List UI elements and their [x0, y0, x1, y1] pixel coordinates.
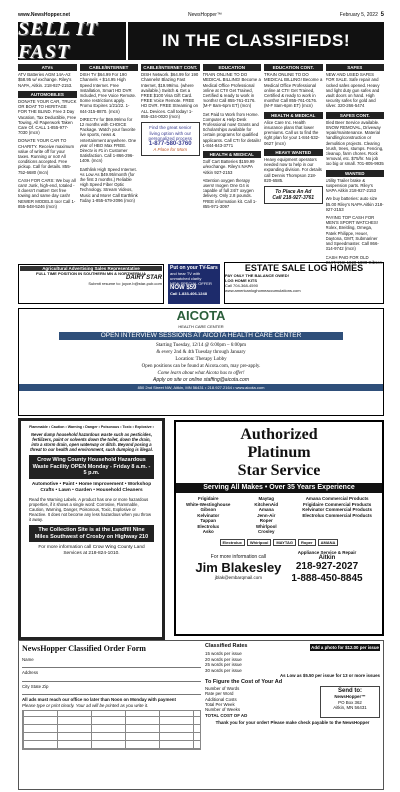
classifieds-banner: [18, 18, 384, 63]
column-4: [203, 64, 262, 264]
column-subhead: SAFES CONT.: [326, 112, 385, 119]
ad-text: TRAIN ONLINE TO DO MEDICAL BILLING! Become a Medical Office Professional online at CTI! Get Trained, Certified & ready to work in months! Call 855-761-0176. (M-F 8am-6pm ET) (mcn): [264, 72, 323, 109]
aicota-logo: AICOTA: [176, 308, 226, 323]
ad-title: Agricultural Advertising Sales Representative: [20, 266, 162, 271]
ad-text: CASH PAID FOR OLD GUITARS! 1920-1980 Gibson,: [325, 254, 384, 264]
column-subhead: HEALTH & MEDICAL: [264, 112, 323, 119]
column-3: [141, 64, 200, 264]
column-6: [326, 64, 385, 264]
ad-columns: [18, 64, 384, 264]
city-state-zip-field[interactable]: [22, 689, 201, 695]
ad-text: DONATE YOUR CAR, TRUCK OR BOAT TO HERITAGE FOR THE BLIND. Free 3 Day Vacation, Tax Deductible, Free Towing, All Paperwork Taken Care Of. CALL 1-855-977-7030 (mcn): [18, 99, 77, 136]
ad-text: Sled Beer Service available. SNOW REMOVAL, Driveway repair/maintenance. Material handling/construction or demolition projects. Clearing brush, trees, stumps. Fencing, cleanup, farm chores. Rock removal, etc. $75/hr. No job too big or small. 701-805-9935: [325, 119, 384, 167]
phone-number: 1-877-580-3760: [148, 140, 192, 147]
phone-number: 1-888-450-8845: [291, 573, 363, 584]
ag-sales-ad: Agricultural Advertising Sales Representative FULL TIME POSITION IN SOUTHERN MN & NORTHERN IA DAIRY STAR Submit resume to: joyce.b@star-pub.com: [18, 264, 164, 304]
ad-text: PAYING TOP CASH FOR MEN'S SPORT WATCHES! Rolex, Breitling, Omega, Patek Philippe, Heuer, Daytona, GMT, Submariner and Speedmaster. Call 866-314-9742 (mcn): [325, 215, 379, 252]
column-1: [18, 64, 77, 264]
hazardous-waste-ad: Flammable • Caution • Warning • Danger • Poisonous • Toxic • Explosive • Never dump household hazardous waste such as pesticides, fertilizers, paint or solvents down the toilet, down the drain, into a storm drain, open waterway or ditch. Beyond posing a threat to our health and environment, such dumping is illegal. Crow Wing County Household Hazardous Waste Facility OPEN Monday - Friday 8 a.m. - 5 p.m. Automotive • Paint • Home Improvement • Workshop Crafts • Lawn • Garden • Household Cleaners Read the Warning Labels. A product has one or more hazardous properties, if it shows a single word: Corrosive, Flammable, Caution, Warning, Danger, Poisonous, Toxic, Explosive or Reactive. It does not become any less hazardous when you throw it away. The Collection Site is at the Landfill Nine Miles Southwest of Crosby on Highway 210 For more information call Crow Wing County Land Services at 218-824-1010.: [18, 418, 165, 640]
ad-text: Utility Trailer brake & suspension parts. Riley's NAPA Aitkin 218-927-2153: [325, 177, 377, 194]
form-title: NewsHopper Classified Order Form: [22, 644, 146, 653]
ad-text: DONATE YOUR CAR TO CHARITY. Receive maximum value of write off for your taxes. Running or not! All conditions accepted. Free pickup. Call for details. 855-752-6680 (mcn): [18, 138, 75, 175]
ad-text: Earthlink High Speed Internet. As Low As $49.95/month (for the first 3 months.) Reliable High Speed Fiber Optic Technology. Stream Videos, Music and More! Call Earthlink Today 1-855-679-2096 (mcn): [79, 166, 138, 203]
column-head: SAFES: [326, 64, 385, 71]
brand-list-2: Maytag KitchenAid Amana Jenn-Air Roper Whirlpool Crosley: [254, 496, 279, 534]
ad-text: Get Paid to Work from Home. Computer & Help Desk Professional now! Grants and Scholarships available for certain programs for qualified applicants. Call CTI for details! 1-844-843-3771: [202, 111, 261, 148]
site-url[interactable]: www.NewsHopper.net: [18, 12, 71, 18]
rate-option[interactable]: 20 words per issue: [205, 656, 242, 662]
aicota-ad: AICOTA HEALTH CARE CENTER OPEN INTERVIEW SESSIONS AT AICOTA HEALTH CARE CENTER Starting Tuesday, 12/14 @ 6:00pm – 6:00pm & every 2nd & 4th Tuesday through January Location: Therapy Lobby Open positions can be found at Aicota.com, may pre-apply. Come learn about what Aicota has to offer! Apply on site or online staffing@aicota.com 850 2nd Street NW, Aitkin, MN 56431 • 218.927.2164 • www.aicota.com: [18, 308, 384, 416]
appliance-service-ad: Authorized Platinum Star Service Serving All Makes • Over 35 Years Experience Frigidaire White-Westinghouse Gibson Kelvinator Tappan Electrolux Asko Maytag KitchenAid Amana Jenn-Air Roper Whirlpool Crosley Amana Commercial Products Frigidaire Commercial Products Kelvinator Commercial Products Electrolux Commercial Products Electrolux Whirlpool MAYTAG Roper AMANA For more information call Jim Blakesley jblak@embarqmail.com Appliance Service & Repair Aitkin 218-927-2027 1-888-450-8845: [174, 420, 384, 636]
column-subhead: HEAVY WANTED: [264, 149, 323, 156]
column-subhead: WANTED: [326, 170, 385, 177]
ad-text: DISH TV $64.99 For 190 Channels + $14.95 High Speed Internet. Free Installation, Smart HD DVR Included, Free Voice Remote. Some restrictions apply. Promo Expires 1/21/22. 1-844-315-8870. (mcn): [79, 72, 137, 114]
column-head: ATVs: [18, 64, 77, 71]
brand-logos: Electrolux Whirlpool MAYTAG Roper AMANA: [176, 538, 382, 548]
tv-ears-ad: Put on your TV-Ears and hear TV with unmatched clarity NEW SPECIAL OFFER NOW $59 Call 1-833-406-1248: [168, 264, 220, 304]
name-field[interactable]: [22, 662, 201, 668]
ad-text: CASH FOR CARS: We buy all cars! Junk, high-end, totaled - it doesn't matter! Get free towing and same day cash! NEWER MODELS too! Call 1-855-548-5246 (mcn): [18, 177, 76, 209]
issue-date: February 5, 2022: [339, 12, 378, 18]
brand-logo: DAIRY STAR: [125, 275, 162, 281]
column-head: CABLE/INTERNET: [80, 64, 139, 71]
estate-sale-ad: ESTATE SALE LOG HOMES PAY ONLY THE BALANCE OWED! LOG HOME KITS Call 704-368-4590 www.americanloghomeaccumulations.com: [224, 262, 384, 304]
column-head: EDUCATION CONT.: [264, 64, 323, 71]
column-head: EDUCATION: [203, 64, 262, 71]
warning-strip: Flammable • Caution • Warning • Danger • Poisonous • Toxic • Explosive •: [29, 425, 154, 429]
page-number: 5: [380, 12, 384, 18]
ad-text: Golf Cart Batteries $159.99 w/exchange. Riley's NAPA Aitkin 927-2153: [202, 159, 255, 175]
brand-list-1: Frigidaire White-Westinghouse Gibson Kelvinator Tappan Electrolux Asko: [186, 496, 231, 534]
rate-option[interactable]: 30 words per issue: [205, 667, 242, 673]
place-for-mom-ad: Find the great senior living option with our personalized process 1-877-580-3760 A Place for Mom: [141, 122, 200, 156]
brand-list-3: Amana Commercial Products Frigidaire Commercial Products Kelvinator Commercial Products Electrolux Commercial Products: [302, 496, 372, 518]
phone-number: Call 1-833-406-1248: [170, 291, 207, 296]
column-5: [264, 64, 323, 264]
column-subhead: HEALTH & MEDICAL: [203, 151, 262, 158]
rate-option[interactable]: 25 words per issue: [205, 662, 242, 668]
mail-to-box: Send to: NewsHopper™ PO Box 362 Aitkin, MN 56431: [320, 686, 380, 718]
ad-text: DIRECTV for $69.99/mo for 12 months with CHOICE Package. Watch your favorite live sports, news & entertainment anywhere. One year of HBO Max FREE. Directv is #1 in Customer Satisfaction. Call 1-866-296-1409. (mcn): [79, 116, 137, 164]
paper-name: NewsHopper™: [187, 12, 222, 18]
brand-logo: A Place for Mom: [153, 147, 188, 153]
ad-text: DISH Network. $64.99 for 190 Channels! Blazing Fast Internet, $19.99/mo. (where available.) Switch & Get a FREE $100 Visa Gift Card. FREE Voice Remote. FREE HD DVR. FREE Streaming on ALL Devices. Call today! 1-855-434-0020 (mcn): [141, 72, 199, 119]
column-head: CABLE/INTERNET CONT.: [141, 64, 200, 71]
sell-it-fast: SELL IT FAST: [18, 22, 128, 60]
column-subhead: AUTOMOBILES: [18, 91, 77, 98]
rate-option[interactable]: 15 words per issue: [205, 651, 242, 657]
in-the-classifieds: IN THE CLASSIFIEDS!: [161, 31, 350, 50]
column-2: [80, 64, 139, 264]
email-link[interactable]: jblak@embarqmail.com: [214, 575, 262, 580]
ad-text: Attention oxygen therapy users! Inogen One G4 is capable of full 24/7 oxygen delivery. Only 2.8 pounds. FREE information kit. Call 1-855-971-3097: [202, 177, 257, 209]
classified-order-form: NewsHopper Classified Order Form Name Address City State Zip All ads must reach our office no later than Noon on Monday with payment Please type or print clearly. Your ad will be printed as you write it. Classified Rates Add a photo for $12.00 per issue 15 words per issue 20 words per issue 25 words per issue 30 words per issue As Low as $5.50 per issue for 13 or more issues To Figure the Cost of Your Ad Number of Words Rate per Word Additional Costs Total Per Week Number of Weeks TOTAL COST OF AD Send to: NewsHopper™ PO Box 362 Aitkin, MN 56431 Thank you for your order! Please make check payable to the NewsHopper: [18, 640, 384, 790]
ad-text: TRAIN ONLINE TO DO MEDICAL BILLING! Become a Medical Office Professional online at CTI! Get Trained, Certified & ready to work in months! Call 855-761-0176. (M-F 8am-6pm ET) (mcn): [202, 72, 261, 109]
ad-text: NEW AND USED SAFES FOR SALE. Safe repair and locked safes opened. Heavy and light duty gun safes and vault doors on hand. High security safes for gold and silver. 320-266-5474: [325, 72, 380, 109]
ad-text: Alice Care Inc. Health insurance plans that lower premiums. Call us to find the right plan for you! 1-844-532-0627 (mcn): [264, 119, 320, 146]
email-link[interactable]: staffing@aicota.com: [203, 377, 249, 383]
business-name: Jim Blakesley: [195, 560, 282, 575]
place-ad-box: To Place An Ad Call 218-927-3761: [264, 186, 323, 204]
address-field[interactable]: [22, 676, 201, 682]
ad-text: We buy batteries: auto size $5.00 Riley's NAPA Aitkin 218-927-2153: [325, 196, 384, 212]
phone-number: 218-927-2027: [295, 561, 359, 572]
ad-text-grid[interactable]: [22, 710, 201, 750]
ad-text: Heavy equipment operators needed now to help in our expanding division. For details call Dennis Thompson 218-820-6585.: [264, 157, 322, 183]
ad-text: ATV Batteries AGM 14A-A2 $58.95 w/ exchange. Riley's NAPA, Aitkin. 218-927-2153.: [18, 72, 73, 88]
